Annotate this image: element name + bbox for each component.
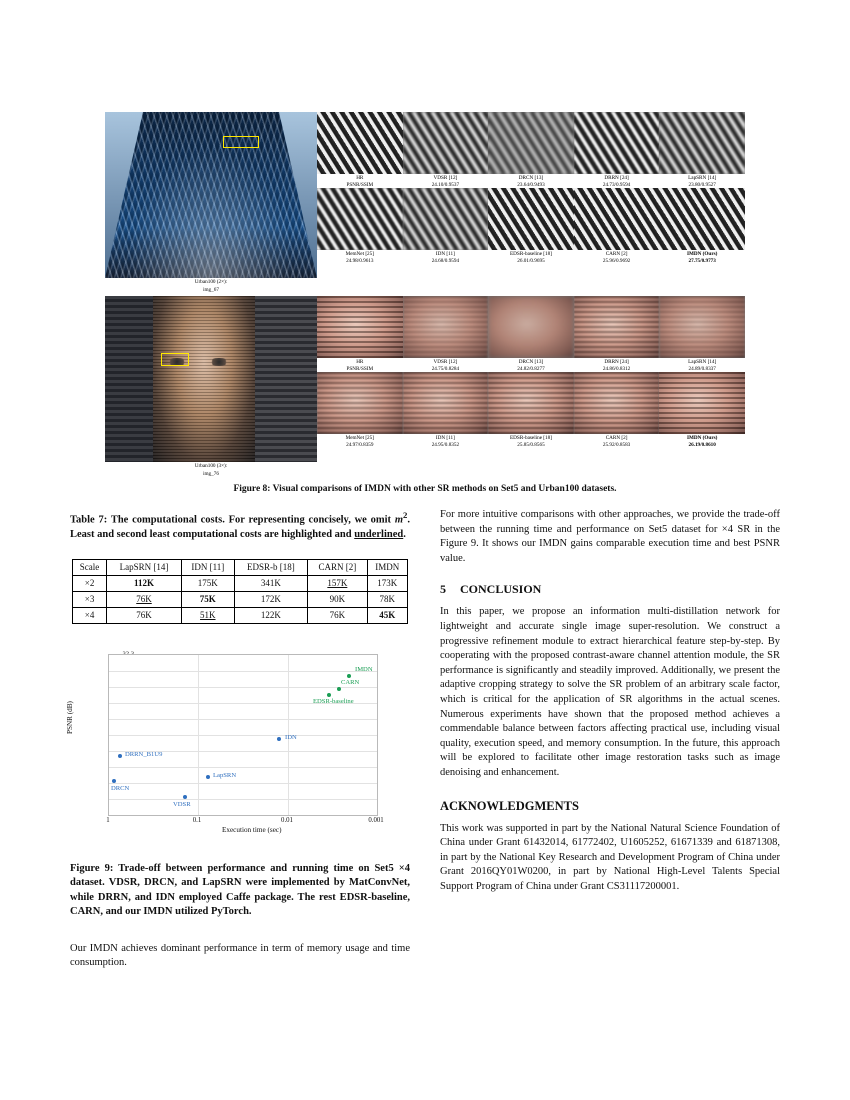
patch-cell — [403, 112, 489, 188]
point-label-edsr-baseline: EDSR-baseline — [313, 697, 354, 705]
patch-image — [659, 188, 745, 250]
cell-value: 76K — [107, 591, 182, 607]
patch-label: MemNet [25] — [345, 251, 374, 257]
conclusion-paragraph: In this paper, we propose an information multi-distillation network for lightweight and accurate single image super-resolution. We construct a progressive refinement module to extract hierarchical feature step-by-step. By cooperating with the proposed contrast-aware channel attention module, the SR performance is significantly and steadily improved. Additionally, we present the adaptive cropping strategy to solve the SR problem of an arbitrary scale factor, which is critical for the application of SR algorithms in the actual scenes. Numerous experiments have shown that the proposed method achieves a commendable balance between factors affecting practical use, including visual quality, execution speed, and memory consumption. In the future, this approach will be explored to facilitate other image restoration tasks such as image denoising and enhancement. — [440, 606, 780, 778]
patch-image — [659, 372, 745, 434]
stripe-texture — [317, 112, 403, 174]
col-header-idn: IDN [11] — [181, 559, 234, 575]
patch-metric: 25.92/0.8583 — [602, 442, 631, 448]
section-number: 5 — [440, 582, 446, 597]
data-point-idn — [277, 737, 281, 741]
chart-x-axis-label: Execution time (sec) — [222, 825, 282, 834]
patch-metric: 24.97/0.8359 — [346, 442, 374, 448]
patch-image — [659, 112, 745, 174]
intro-paragraph: For more intuitive comparisons with other approaches, we provide the trade-off between the running time and performance on Set5 dataset for ×4 SR in the Figure 9. It shows our IMDN gains comparable execution time and best PSNR value. — [440, 509, 780, 564]
patch-cell — [317, 296, 403, 372]
cell-scale: ×2 — [73, 575, 107, 591]
table-header-row — [73, 559, 408, 575]
patch-label: DRCN [13] — [518, 175, 544, 181]
grid-line — [198, 655, 199, 815]
cell-value: 45K — [367, 607, 407, 623]
patch-label: DRRN [24] — [604, 175, 629, 181]
figure-8 — [105, 112, 745, 478]
stripe-texture — [574, 188, 660, 250]
patch-cell — [488, 372, 574, 448]
stripe-texture — [659, 112, 745, 174]
patch-cell — [488, 296, 574, 372]
patch-cell — [574, 372, 660, 448]
patch-cell — [659, 296, 745, 372]
stripe-texture — [317, 188, 403, 250]
figure-8-row-2 — [105, 296, 745, 478]
patch-image — [403, 372, 489, 434]
patch-image — [488, 188, 574, 250]
patch-label: IDN [11] — [435, 435, 455, 441]
stripe-texture — [488, 112, 574, 174]
stripe-texture — [574, 112, 660, 174]
patch-label: VDSR [12] — [433, 175, 458, 181]
cell-value: 78K — [367, 591, 407, 607]
patch-metric: 24.95/0.8352 — [431, 442, 460, 448]
face-texture — [574, 372, 660, 434]
patch-metric: 23.80/0.9527 — [688, 182, 716, 188]
patch-label: IMDN (Ours) — [686, 435, 718, 441]
stripe-texture — [488, 188, 574, 250]
x-tick: 1 — [106, 816, 110, 824]
patch-grid-row-1 — [317, 112, 745, 294]
patch-metric: 24.89/0.8337 — [688, 366, 716, 372]
crop-highlight-box — [161, 353, 189, 366]
cell-value: 51K — [181, 607, 234, 623]
patch-metric: 24.82/0.8277 — [517, 366, 545, 372]
patch-label: EDSR-baseline [18] — [510, 435, 552, 441]
patch-image — [317, 296, 403, 358]
point-label-carn: CARN — [341, 678, 360, 686]
patch-cell — [317, 188, 403, 264]
chart-plot-area — [108, 654, 378, 816]
patch-cell — [488, 112, 574, 188]
grid-line — [109, 799, 377, 800]
table-7-computational-costs — [72, 559, 408, 624]
cell-value: 90K — [308, 591, 368, 607]
source-image-urban100-3x — [105, 296, 317, 478]
patch-label: IMDN (Ours) — [686, 251, 718, 257]
point-label-imdn: IMDN — [355, 665, 373, 673]
patch-label: VDSR [12] — [433, 359, 458, 365]
patch-metric: 25.96/0.9692 — [602, 258, 631, 264]
x-tick: 0.1 — [192, 816, 202, 824]
patch-image — [488, 372, 574, 434]
table-row — [73, 575, 408, 591]
figure-9-chart — [66, 646, 406, 846]
cell-value: 172K — [234, 591, 307, 607]
data-point-imdn — [347, 674, 351, 678]
face-texture — [488, 372, 574, 434]
cell-value: 173K — [367, 575, 407, 591]
cell-value: 175K — [181, 575, 234, 591]
grid-line — [109, 767, 377, 768]
building-photo — [105, 112, 317, 278]
acknowledgments-heading: ACKNOWLEDGMENTS — [440, 798, 579, 813]
source-image-urban100-2x — [105, 112, 317, 294]
patch-image — [403, 112, 489, 174]
patch-label: EDSR-baseline [18] — [510, 251, 552, 257]
source-caption-line1: Urban100 (2×): — [194, 279, 228, 285]
patch-cell — [488, 188, 574, 264]
sky-right — [279, 112, 317, 278]
patch-grid-bottom — [317, 296, 745, 448]
patch-metric: 24.86/0.8312 — [602, 366, 631, 372]
data-point-edsr-baseline — [327, 693, 331, 697]
patch-metric: PSNR/SSIM — [346, 366, 374, 372]
patch-cell — [403, 372, 489, 448]
patch-label: IDN [11] — [435, 251, 455, 257]
table-7-caption: Table 7: The computational costs. For representing concisely, we omit $m^2$. Least and second least computational costs are highlighted and underlined. — [70, 510, 410, 540]
table-row — [73, 607, 408, 623]
patch-label: DRCN [13] — [518, 359, 544, 365]
cell-value: 75K — [181, 591, 234, 607]
patch-image — [659, 296, 745, 358]
table-row — [73, 591, 408, 607]
point-label-drrn: DRRN_B1U9 — [125, 750, 163, 758]
eye-right — [209, 358, 229, 366]
patch-grid-row-2 — [317, 296, 745, 478]
stripe-texture — [403, 112, 489, 174]
figure-9-caption: Figure 9: Trade-off between performance and running time on Set5 ×4 dataset. VDSR, DRCN, and LapSRN were implemented by MatConvNet, while DRRN, and IDN employed Caffe package. The rest EDSR-baseline, CARN, and our IMDN utilized PyTorch. — [70, 862, 410, 917]
section-title: CONCLUSION — [460, 582, 542, 597]
building-right — [255, 296, 317, 462]
col-header-scale: Scale — [73, 559, 107, 575]
left-column — [66, 508, 410, 981]
figure-8-caption: Figure 8: Visual comparisons of IMDN with other SR methods on Set5 and Urban100 datasets. — [233, 484, 617, 494]
patch-metric: 26.01/0.9695 — [517, 258, 545, 264]
source-caption-line2: img_76 — [203, 471, 219, 477]
patch-metric: 24.75/0.8284 — [431, 366, 460, 372]
patch-metric: PSNR/SSIM — [346, 182, 374, 188]
patch-cell — [317, 372, 403, 448]
right-column — [440, 508, 780, 894]
stripe-texture — [403, 188, 489, 250]
source-caption-line2: img_67 — [203, 287, 219, 293]
patch-cell — [403, 296, 489, 372]
point-label-vdsr: VDSR — [173, 800, 191, 808]
left-closing-paragraph: Our IMDN achieves dominant performance in term of memory usage and time consumption. — [70, 942, 410, 969]
grid-line — [109, 671, 377, 672]
figure-8-row-1 — [105, 112, 745, 294]
face-texture — [317, 372, 403, 434]
patch-metric: 24.68/0.9594 — [431, 258, 460, 264]
cell-value: 122K — [234, 607, 307, 623]
crop-highlight-box — [223, 136, 259, 148]
face-photo — [105, 296, 317, 462]
cell-value: 76K — [107, 607, 182, 623]
data-point-carn — [337, 687, 341, 691]
patch-metric: 25.85/0.8565 — [517, 442, 545, 448]
patch-image — [574, 112, 660, 174]
cell-scale: ×4 — [73, 607, 107, 623]
sky-left — [105, 112, 143, 278]
patch-cell — [659, 188, 745, 264]
patch-cell — [317, 112, 403, 188]
point-label-idn: IDN — [285, 733, 297, 741]
data-point-vdsr — [183, 795, 187, 799]
patch-metric: 23.64/0.9493 — [517, 182, 545, 188]
patch-grid-top — [317, 112, 745, 264]
patch-cell — [574, 188, 660, 264]
x-tick: 0.01 — [281, 816, 293, 824]
face-mural — [153, 296, 255, 462]
patch-image — [317, 188, 403, 250]
point-label-lapsrn: LapSRN — [213, 771, 237, 779]
section-heading-conclusion — [440, 582, 780, 597]
patch-label: LapSRN [14] — [688, 359, 717, 365]
patch-label: LapSRN [14] — [688, 175, 717, 181]
face-texture — [659, 372, 745, 434]
data-point-drcn — [112, 779, 116, 783]
patch-label: HR — [356, 175, 364, 181]
patch-cell — [574, 112, 660, 188]
point-label-drcn: DRCN — [111, 784, 130, 792]
col-header-imdn: IMDN — [367, 559, 407, 575]
data-point-drrn — [118, 754, 122, 758]
face-texture — [574, 296, 660, 358]
patch-label: HR — [356, 359, 364, 365]
patch-label: DRRN [24] — [604, 359, 629, 365]
data-point-lapsrn — [206, 775, 210, 779]
patch-metric: 27.75/0.9773 — [688, 258, 716, 264]
grid-line — [109, 735, 377, 736]
patch-cell — [659, 372, 745, 448]
grid-line — [109, 783, 377, 784]
patch-image — [403, 188, 489, 250]
cell-value: 341K — [234, 575, 307, 591]
building-left — [105, 296, 153, 462]
patch-image — [403, 296, 489, 358]
cell-value: 157K — [308, 575, 368, 591]
patch-image — [488, 112, 574, 174]
patch-image — [317, 112, 403, 174]
patch-cell — [403, 188, 489, 264]
acknowledgments-paragraph: This work was supported in part by the National Natural Science Foundation of China under Grant 61432014, 61772402, U1605252, 61671339 and 61871308, in part by the National Key Research and Development Program of China under Grant 2016QY01W0200, in part by National High-Level Talents Special Support Program of China under Grant CS31117200001. — [440, 822, 780, 892]
patch-metric: 24.73/0.9594 — [602, 182, 631, 188]
patch-image — [317, 372, 403, 434]
x-tick: 0.001 — [368, 816, 384, 824]
col-header-edsr-b: EDSR-b [18] — [234, 559, 307, 575]
patch-metric: 24.98/0.9613 — [346, 258, 374, 264]
col-header-lapsrn: LapSRN [14] — [107, 559, 182, 575]
cell-value: 76K — [308, 607, 368, 623]
face-texture — [659, 296, 745, 358]
col-header-carn: CARN [2] — [308, 559, 368, 575]
cell-scale: ×3 — [73, 591, 107, 607]
patch-metric: 24.10/0.9537 — [431, 182, 460, 188]
face-texture — [317, 296, 403, 358]
patch-image — [574, 372, 660, 434]
patch-label: CARN [2] — [605, 251, 628, 257]
face-texture — [488, 296, 574, 358]
cell-value: 112K — [107, 575, 182, 591]
patch-cell — [574, 296, 660, 372]
patch-cell — [659, 112, 745, 188]
patch-label: CARN [2] — [605, 435, 628, 441]
face-texture — [403, 296, 489, 358]
chart-y-axis-label: PSNR (dB) — [66, 700, 74, 734]
source-caption-line1: Urban100 (3×): — [194, 463, 228, 469]
patch-label: MemNet [25] — [345, 435, 374, 441]
stripe-texture — [659, 188, 745, 250]
patch-metric: 26.19/0.8610 — [688, 442, 716, 448]
patch-image — [574, 188, 660, 250]
patch-image — [488, 296, 574, 358]
face-texture — [403, 372, 489, 434]
grid-line — [109, 719, 377, 720]
patch-image — [574, 296, 660, 358]
